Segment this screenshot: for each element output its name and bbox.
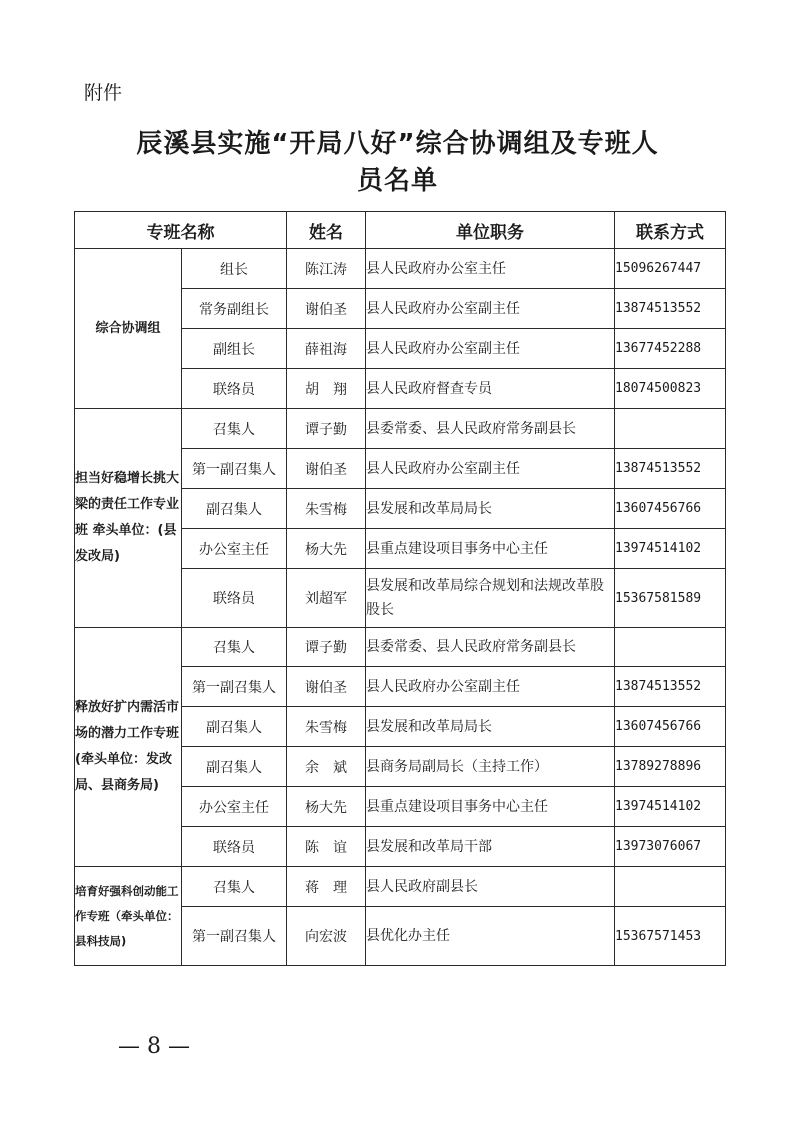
phone-cell: 13677452288 [615,329,726,369]
title-line-2: 员名单 [356,166,438,196]
unit-cell: 县人民政府办公室主任 [366,249,615,289]
phone-cell: 13607456766 [615,707,726,747]
name-cell: 谢伯圣 [287,289,366,329]
group-name: 担当好稳增长挑大梁的责任工作专业班 牵头单位：(县发改局) [75,409,182,628]
phone-cell: 13607456766 [615,489,726,529]
attachment-label: 附件 [84,82,123,104]
role-cell: 办公室主任 [182,787,287,827]
role-cell: 召集人 [182,867,287,907]
phone-cell: 13874513552 [615,449,726,489]
name-cell: 余 斌 [287,747,366,787]
phone-cell: 13789278896 [615,747,726,787]
unit-cell: 县发展和改革局干部 [366,827,615,867]
name-cell: 谢伯圣 [287,667,366,707]
phone-cell: 13874513552 [615,667,726,707]
phone-cell: 13974514102 [615,529,726,569]
role-cell: 副组长 [182,329,287,369]
unit-cell: 县人民政府办公室副主任 [366,449,615,489]
header-row [75,212,726,249]
table-row [75,409,726,449]
name-cell: 谭子勤 [287,628,366,667]
group-name: 综合协调组 [75,249,182,409]
role-cell: 组长 [182,249,287,289]
header-name: 姓名 [287,212,366,249]
unit-cell: 县人民政府督查专员 [366,369,615,409]
unit-cell: 县人民政府办公室副主任 [366,329,615,369]
unit-cell: 县人民政府办公室副主任 [366,667,615,707]
role-cell: 联络员 [182,369,287,409]
name-cell: 杨大先 [287,529,366,569]
phone-cell: 15367571453 [615,907,726,966]
name-cell: 谢伯圣 [287,449,366,489]
role-cell: 召集人 [182,409,287,449]
role-cell: 副召集人 [182,707,287,747]
unit-cell: 县发展和改革局局长 [366,707,615,747]
phone-cell: 13874513552 [615,289,726,329]
group-name: 培育好强科创动能工作专班（牵头单位：县科技局) [75,867,182,966]
phone-cell [615,867,726,907]
role-cell: 召集人 [182,628,287,667]
table-row [75,628,726,667]
unit-cell: 县人民政府办公室副主任 [366,289,615,329]
name-cell: 陈江涛 [287,249,366,289]
role-cell: 副召集人 [182,489,287,529]
role-cell: 第一副召集人 [182,907,287,966]
table-row [75,249,726,289]
name-cell: 陈 谊 [287,827,366,867]
phone-cell: 13973076067 [615,827,726,867]
header-unit: 单位职务 [366,212,615,249]
name-cell: 朱雪梅 [287,707,366,747]
name-cell: 朱雪梅 [287,489,366,529]
phone-cell: 15096267447 [615,249,726,289]
name-cell: 薛祖海 [287,329,366,369]
unit-cell: 县委常委、县人民政府常务副县长 [366,409,615,449]
name-cell: 蒋 理 [287,867,366,907]
document-title [70,126,725,200]
role-cell: 副召集人 [182,747,287,787]
unit-cell: 县发展和改革局综合规划和法规改革股股长 [366,569,615,628]
name-cell: 谭子勤 [287,409,366,449]
role-cell: 联络员 [182,569,287,628]
roster-table [74,211,726,966]
unit-cell: 县发展和改革局局长 [366,489,615,529]
page-number: — 8 — [118,1034,190,1059]
role-cell: 常务副组长 [182,289,287,329]
unit-cell: 县重点建设项目事务中心主任 [366,529,615,569]
title-line-1: 辰溪县实施“开局八好”综合协调组及专班人 [136,129,659,159]
name-cell: 胡 翔 [287,369,366,409]
role-cell: 联络员 [182,827,287,867]
header-group-name: 专班名称 [75,212,287,249]
name-cell: 刘超军 [287,569,366,628]
phone-cell: 13974514102 [615,787,726,827]
unit-cell: 县委常委、县人民政府常务副县长 [366,628,615,667]
role-cell: 第一副召集人 [182,449,287,489]
header-contact: 联系方式 [615,212,726,249]
phone-cell: 15367581589 [615,569,726,628]
unit-cell: 县商务局副局长（主持工作） [366,747,615,787]
unit-cell: 县人民政府副县长 [366,867,615,907]
unit-cell: 县重点建设项目事务中心主任 [366,787,615,827]
role-cell: 办公室主任 [182,529,287,569]
phone-cell [615,409,726,449]
phone-cell [615,628,726,667]
table-row [75,867,726,907]
phone-cell: 18074500823 [615,369,726,409]
group-name: 释放好扩内需活市场的潜力工作专班(牵头单位：发改局、县商务局) [75,628,182,867]
name-cell: 杨大先 [287,787,366,827]
role-cell: 第一副召集人 [182,667,287,707]
name-cell: 向宏波 [287,907,366,966]
unit-cell: 县优化办主任 [366,907,615,966]
